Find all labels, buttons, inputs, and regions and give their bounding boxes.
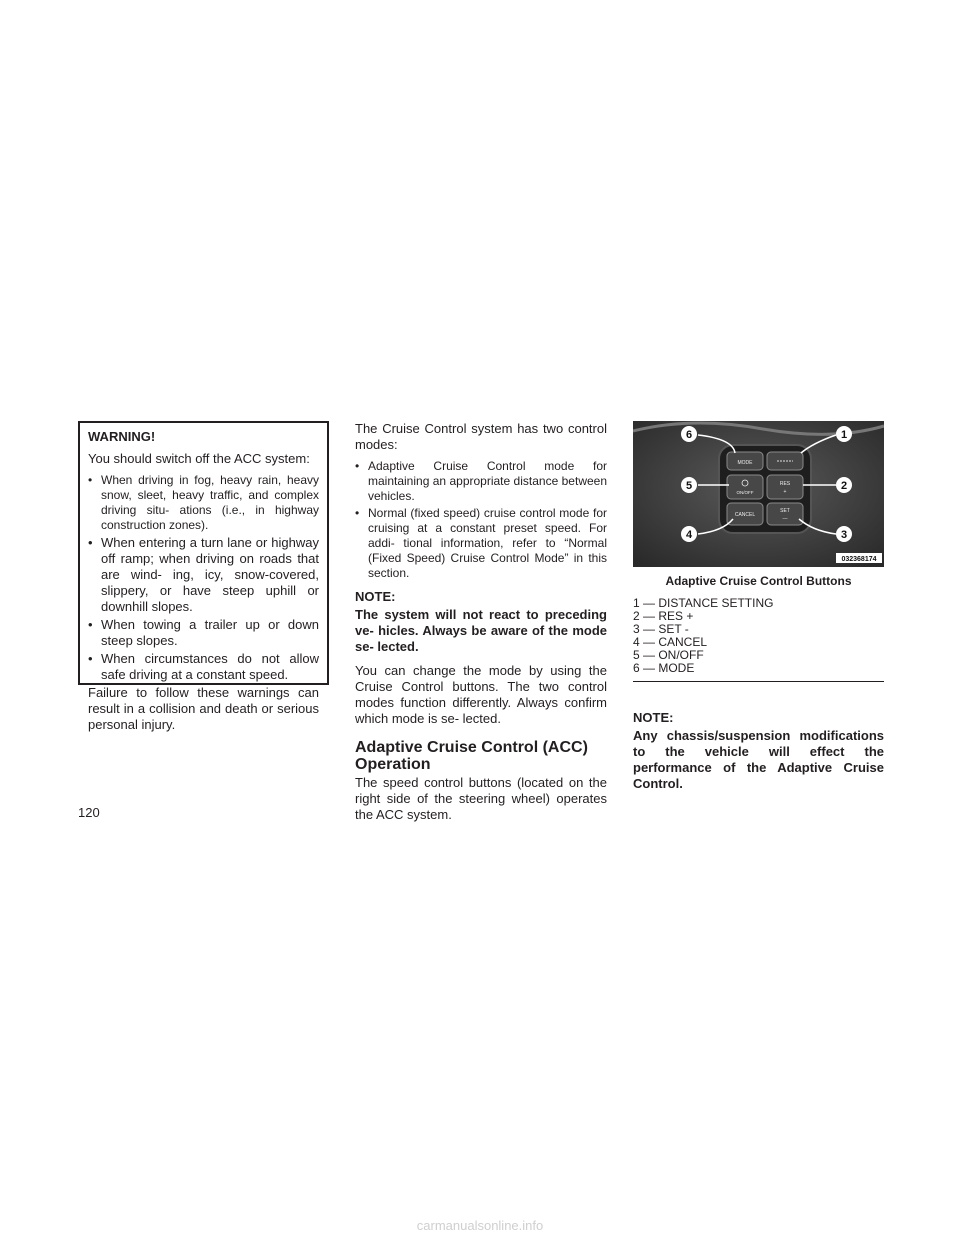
- res-label: RES: [779, 481, 791, 487]
- middle-column: [355, 421, 607, 829]
- mode-paragraph: You can change the mode by using the Cruise Control buttons. The two control modes function differently. Always confirm which mode is se- lected.: [355, 663, 607, 726]
- legend-item: 1 — DISTANCE SETTING: [633, 596, 774, 610]
- warning-item: • When driving in fog, heavy rain, heavy snow, sleet, heavy traffic, and complex driving situ- ations (i.e., in highway construction zones).: [88, 473, 319, 532]
- svg-text:6: 6: [685, 429, 693, 441]
- right-column: [633, 421, 884, 800]
- note-heading: NOTE:: [355, 589, 396, 604]
- divider: [633, 681, 884, 682]
- callout-3: [836, 526, 852, 542]
- legend-item: 3 — SET -: [633, 622, 689, 636]
- acc-paragraph: The speed control buttons (located on the right side of the steering wheel) operates the ACC system.: [355, 775, 607, 822]
- warning-item: • When entering a turn lane or highway off ramp; when driving on roads that are wind- ing, icy, snow-covered, slippery, or have steep uphill or downhill slopes.: [88, 535, 319, 614]
- figure-code: 032368174: [841, 556, 877, 563]
- figure-legend: [633, 597, 884, 675]
- warning-item: • When circumstances do not allow safe driving at a constant speed.: [88, 651, 319, 682]
- steering-wheel-illustration: [633, 421, 884, 567]
- warning-intro: You should switch off the ACC system:: [88, 451, 310, 466]
- res-sign: +: [783, 489, 787, 495]
- onoff-label: ON/OFF: [736, 490, 754, 495]
- cancel-label: CANCEL: [734, 512, 756, 518]
- svg-text:2: 2: [840, 480, 848, 492]
- legend-item: 6 — MODE: [633, 661, 695, 675]
- figure-caption: Adaptive Cruise Control Buttons: [665, 574, 852, 588]
- svg-text:3: 3: [840, 529, 848, 541]
- callout-4: [681, 526, 697, 542]
- warning-box: [78, 421, 329, 732]
- note-heading-2: NOTE:: [633, 710, 674, 725]
- svg-text:5: 5: [685, 480, 693, 492]
- res-button: [767, 475, 803, 499]
- mode-label: MODE: [737, 460, 753, 466]
- svg-text:1: 1: [840, 429, 848, 441]
- set-label: SET: [780, 508, 790, 514]
- callout-2: [836, 477, 852, 493]
- watermark: carmanualsonline.info: [416, 1218, 544, 1233]
- legend-item: 2 — RES +: [633, 609, 694, 623]
- warning-title: WARNING!: [88, 429, 156, 444]
- warning-closing: Failure to follow these warnings can result in a collision and death or serious personal injury.: [88, 685, 319, 732]
- steering-wheel-buttons-figure: [633, 421, 884, 567]
- warning-item: • When towing a trailer up or down steep slopes.: [88, 617, 319, 648]
- legend-item: 4 — CANCEL: [633, 635, 708, 649]
- legend-item: 5 — ON/OFF: [633, 648, 704, 662]
- modes-list: [355, 459, 607, 581]
- note-body-2: Any chassis/suspension modifications to the vehicle will effect the performance of the Adaptive Cruise Control.: [633, 728, 884, 791]
- page-number: 120: [78, 805, 100, 820]
- section-heading: Adaptive Cruise Control (ACC) Operation: [355, 739, 588, 773]
- callout-1: [836, 426, 852, 442]
- set-sign: —: [782, 516, 788, 522]
- modes-intro: The Cruise Control system has two control modes:: [355, 421, 607, 452]
- mode-item: • Normal (fixed speed) cruise control mode for cruising at a constant preset speed. For addi- tional information, refer to “Normal (Fixed Speed) Cruise Control Mode” in this section.: [355, 506, 607, 580]
- callout-5: [681, 477, 697, 493]
- svg-text:4: 4: [685, 529, 693, 541]
- warning-list: [88, 473, 319, 683]
- onoff-button: [727, 475, 763, 499]
- callout-6: [681, 426, 697, 442]
- mode-item: • Adaptive Cruise Control mode for maintaining an appropriate distance between vehicles.: [355, 459, 607, 503]
- note-body: The system will not react to preceding ve- hicles. Always be aware of the mode se- lected.: [355, 607, 607, 654]
